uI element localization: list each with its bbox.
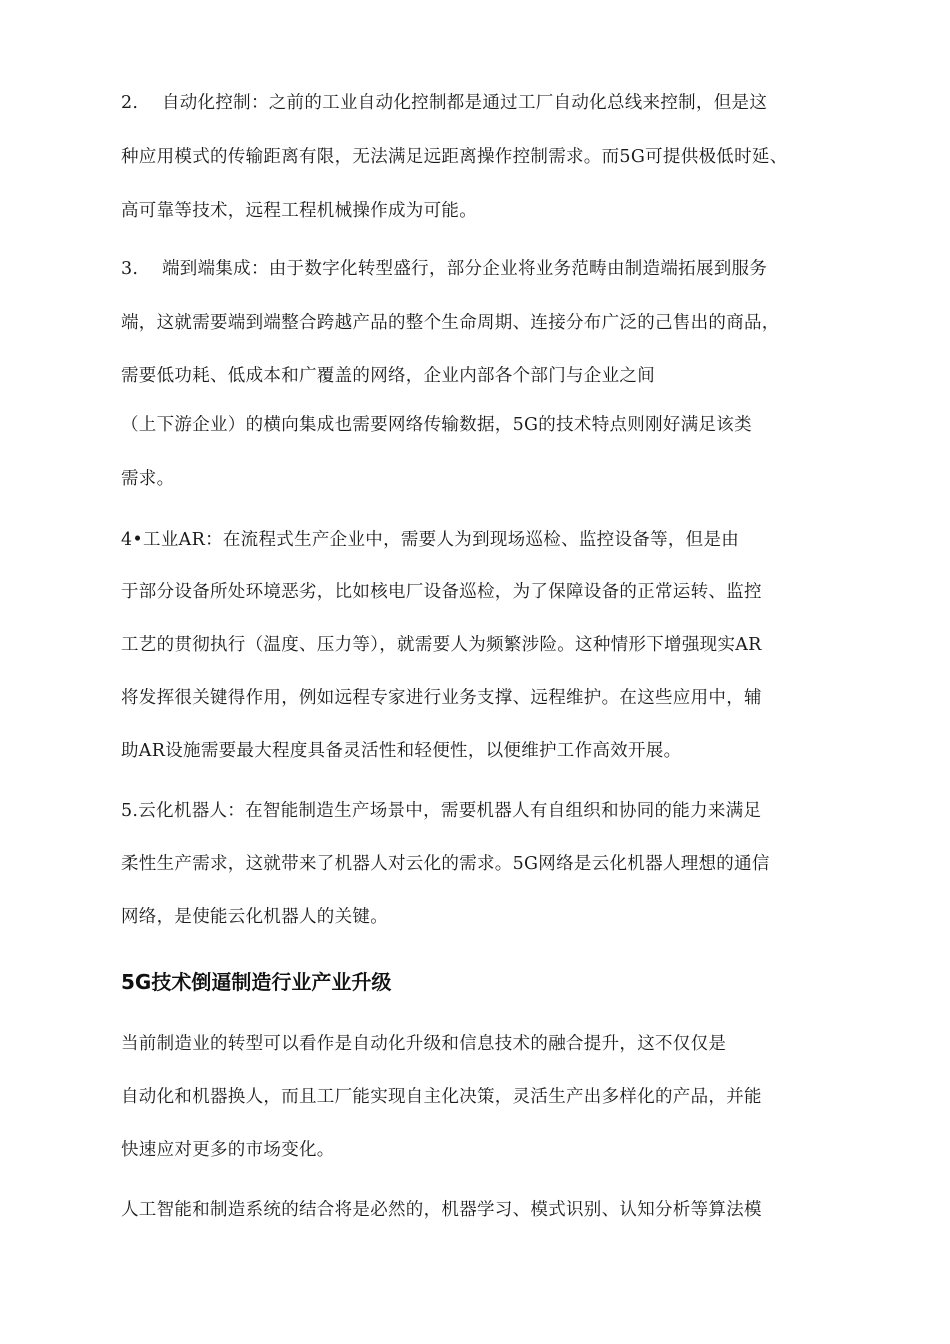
item2-line1: 2. 自动化控制：之前的工业自动化控制都是通过工厂自动化总线来控制，但是这 [121,93,768,113]
para1-line1: 当前制造业的转型可以看作是自动化升级和信息技术的融合提升，这不仅仅是 [121,1034,727,1054]
item4-line5: 助AR设施需要最大程度具备灵活性和轻便性，以便维护工作高效开展。 [121,741,682,761]
item3-line3: 需要低功耗、低成本和广覆盖的网络，企业内部各个部门与企业之间 [121,366,655,386]
para1-line3: 快速应对更多的市场变化。 [121,1140,335,1160]
item4-line4: 将发挥很关键得作用，例如远程专家进行业务支撑、远程维护。在这些应用中，辅 [121,688,762,708]
item4-line1: 4•工业AR：在流程式生产企业中，需要人为到现场巡检、监控设备等，但是由 [121,530,740,550]
para2-line1: 人工智能和制造系统的结合将是必然的，机器学习、模式识别、认知分析等算法模 [121,1200,762,1220]
item3-line1: 3. 端到端集成：由于数字化转型盛行，部分企业将业务范畴由制造端拓展到服务 [121,259,768,279]
item3-line5: 需求。 [121,469,175,489]
section-heading: 5G技术倒逼制造行业产业升级 [121,970,392,994]
item2-line3: 高可靠等技术，远程工程机械操作成为可能。 [121,201,477,221]
item3-line4: （上下游企业）的横向集成也需要网络传输数据，5G的技术特点则刚好满足该类 [121,415,752,435]
item5-line3: 网络，是使能云化机器人的关键。 [121,907,388,927]
item5-line1: 5.云化机器人：在智能制造生产场景中，需要机器人有自组织和协同的能力来满足 [121,801,762,821]
item3-line2: 端，这就需要端到端整合跨越产品的整个生命周期、连接分布广泛的己售出的商品， [121,313,780,333]
item4-line3: 工艺的贯彻执行（温度、压力等），就需要人为频繁涉险。这种情形下增强现实AR [121,635,762,655]
item2-line2: 种应用模式的传输距离有限，无法满足远距离操作控制需求。而5G可提供极低时延、 [121,147,788,167]
item4-line2: 于部分设备所处环境恶劣，比如核电厂设备巡检，为了保障设备的正常运转、监控 [121,582,762,602]
item5-line2: 柔性生产需求，这就带来了机器人对云化的需求。5G网络是云化机器人理想的通信 [121,854,770,874]
para1-line2: 自动化和机器换人，而且工厂能实现自主化决策，灵活生产出多样化的产品，并能 [121,1087,762,1107]
